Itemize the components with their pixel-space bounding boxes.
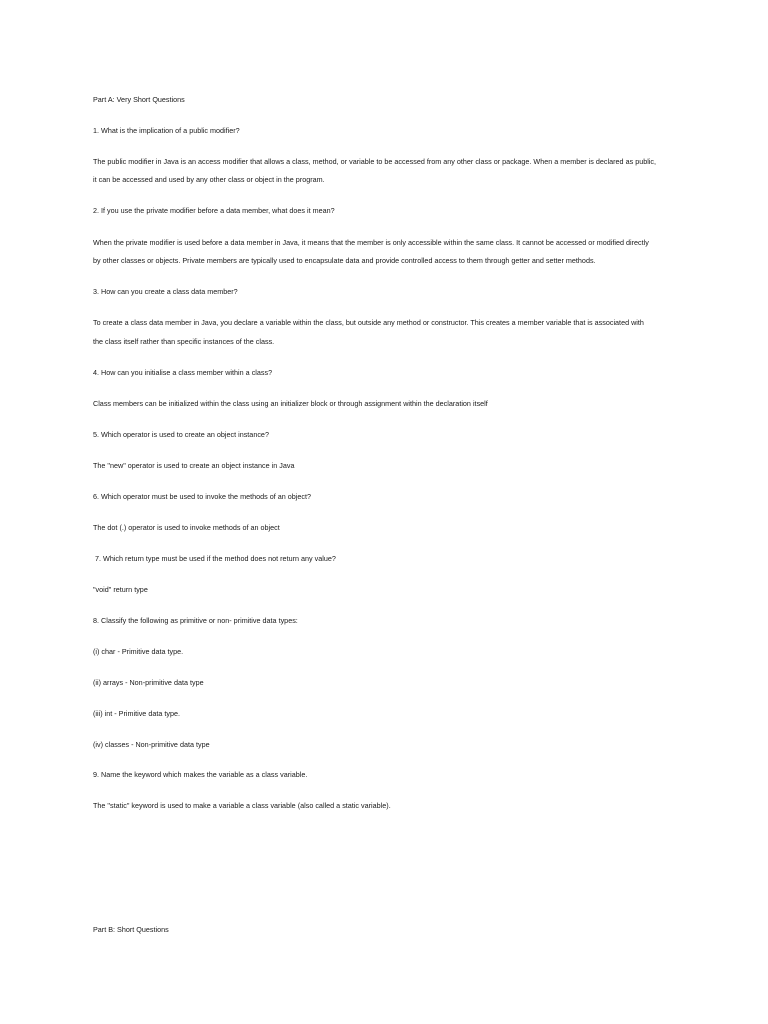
answer-2-line-1: When the private modifier is used before a data member in Java, it means that the member is only accessible within the same class. It cannot be accessed or modified directly (93, 238, 649, 247)
part-b-heading: Part B: Short Questions (93, 925, 169, 934)
list-item: (iii) int - Primitive data type. (93, 709, 180, 718)
question-9: 9. Name the keyword which makes the variable as a class variable. (93, 770, 308, 779)
answer-3-line-1: To create a class data member in Java, you declare a variable within the class, but outside any method or constructor. This creates a member variable that is associated with (93, 318, 644, 327)
answer-6: The dot (.) operator is used to invoke methods of an object (93, 523, 280, 532)
question-4: 4. How can you initialise a class member within a class? (93, 368, 273, 377)
question-2: 2. If you use the private modifier before a data member, what does it mean? (93, 206, 335, 215)
answer-2-line-2: by other classes or objects. Private members are typically used to encapsulate data and provide controlled access to them through getter and setter methods. (93, 256, 596, 265)
question-6: 6. Which operator must be used to invoke the methods of an object? (93, 492, 312, 501)
question-7: 7. Which return type must be used if the method does not return any value? (93, 554, 336, 563)
question-1: 1. What is the implication of a public modifier? (93, 126, 240, 135)
answer-5: The "new" operator is used to create an object instance in Java (93, 461, 295, 470)
question-3: 3. How can you create a class data member? (93, 287, 238, 296)
list-item: (ii) arrays - Non-primitive data type (93, 678, 204, 687)
answer-1-line-2: it can be accessed and used by any other class or object in the program. (93, 175, 325, 184)
part-a-heading: Part A: Very Short Questions (93, 95, 185, 104)
question-8: 8. Classify the following as primitive or non- primitive data types: (93, 616, 298, 625)
question-5: 5. Which operator is used to create an object instance? (93, 430, 269, 439)
answer-3-line-2: the class itself rather than specific instances of the class. (93, 337, 275, 346)
list-item: (i) char - Primitive data type. (93, 647, 184, 656)
answer-7: "void" return type (93, 585, 148, 594)
answer-1-line-1: The public modifier in Java is an access modifier that allows a class, method, or variable to be accessed from any other class or package. When a member is declared as public, (93, 157, 657, 166)
list-item: (iv) classes - Non-primitive data type (93, 740, 210, 749)
answer-4: Class members can be initialized within the class using an initializer block or through assignment within the declaration itself (93, 399, 488, 408)
answer-9: The "static" keyword is used to make a variable a class variable (also called a static variable). (93, 801, 391, 810)
